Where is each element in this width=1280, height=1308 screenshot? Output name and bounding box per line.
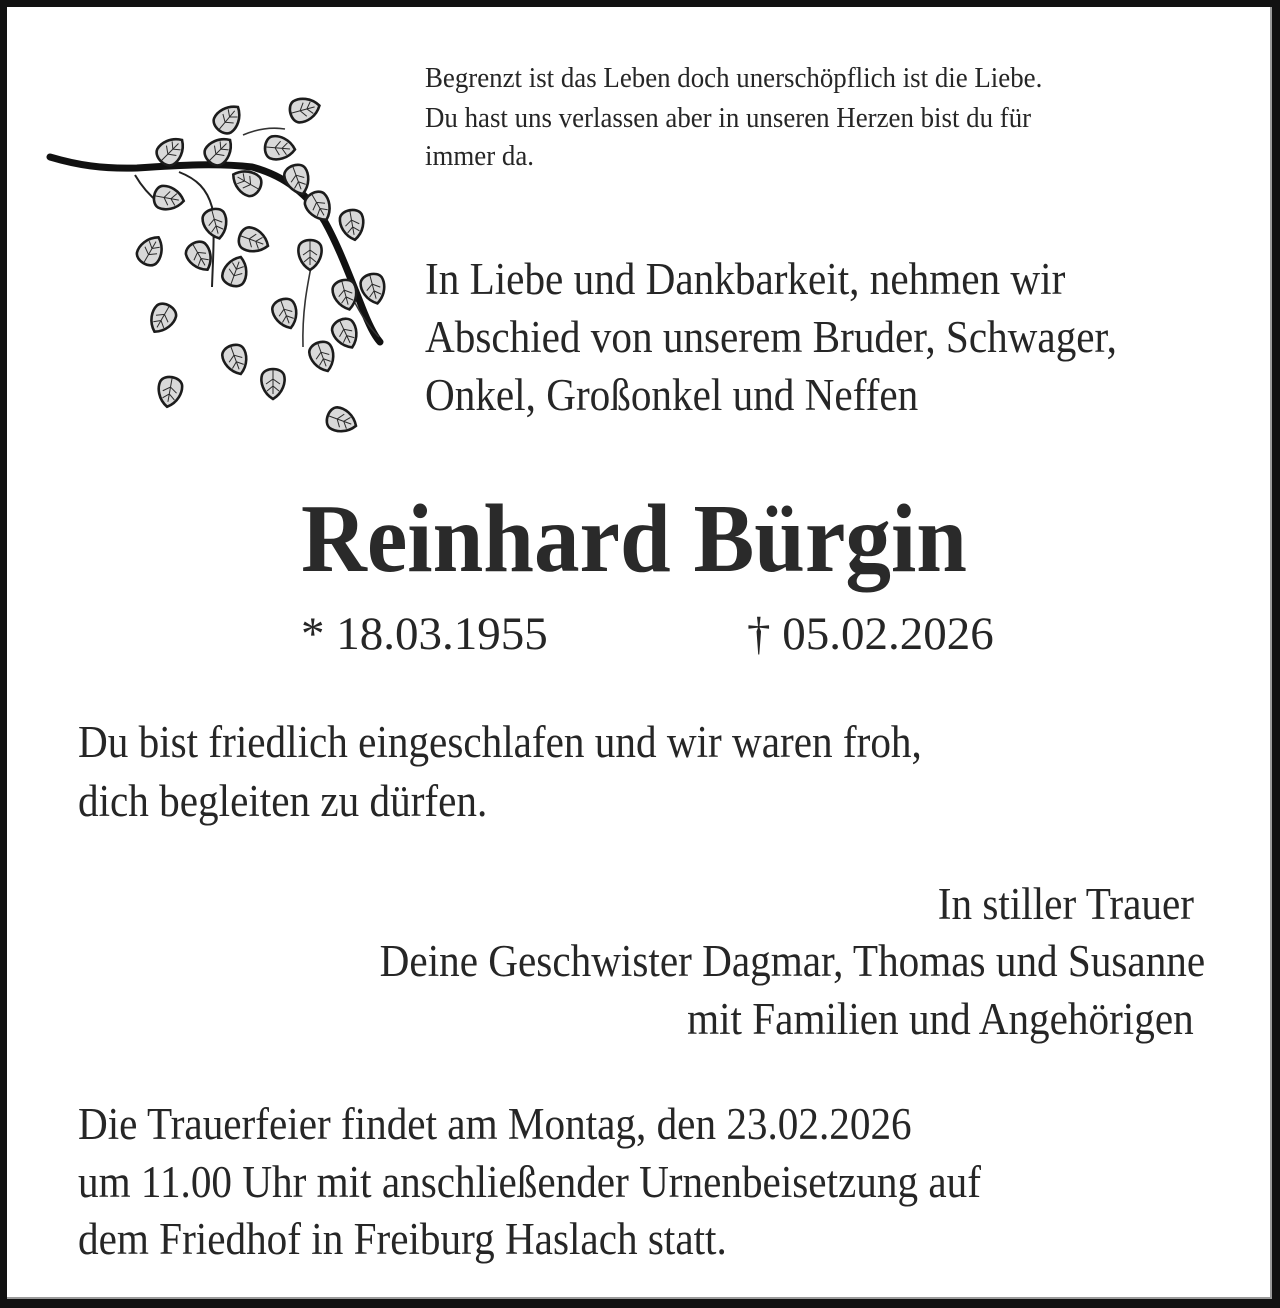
signature-line: Deine Geschwister Dagmar, Thomas und Susanne — [379, 936, 1205, 986]
signature-line: mit Familien und Angehörigen — [687, 994, 1194, 1044]
service-line: Die Trauerfeier findet am Montag, den 23.02.2026 — [78, 1099, 912, 1149]
service-line: dem Friedhof in Freiburg Haslach statt. — [78, 1214, 727, 1264]
quote-line: Du hast uns verlassen aber in unseren Herzen bist du für — [425, 103, 1032, 134]
intro-line: Abschied von unserem Bruder, Schwager, — [425, 312, 1117, 362]
service-line: um 11.00 Uhr mit anschließender Urnenbeisetzung auf — [78, 1157, 981, 1207]
deceased-name: Reinhard Bürgin — [301, 485, 967, 593]
branch-leaves-icon — [7, 7, 427, 457]
birth-date: * 18.03.1955 — [301, 608, 548, 660]
obituary-notice — [7, 7, 1272, 1299]
death-date: † 05.02.2026 — [747, 608, 994, 660]
quote-line: immer da. — [425, 141, 534, 172]
farewell-line: dich begleiten zu dürfen. — [78, 776, 488, 826]
intro-line: Onkel, Großonkel und Neffen — [425, 370, 919, 420]
quote-line: Begrenzt ist das Leben doch unerschöpflich ist die Liebe. — [425, 63, 1043, 94]
farewell-line: Du bist friedlich eingeschlafen und wir waren froh, — [78, 717, 922, 767]
intro-line: In Liebe und Dankbarkeit, nehmen wir — [425, 254, 1066, 304]
signature-line: In stiller Trauer — [937, 879, 1194, 929]
